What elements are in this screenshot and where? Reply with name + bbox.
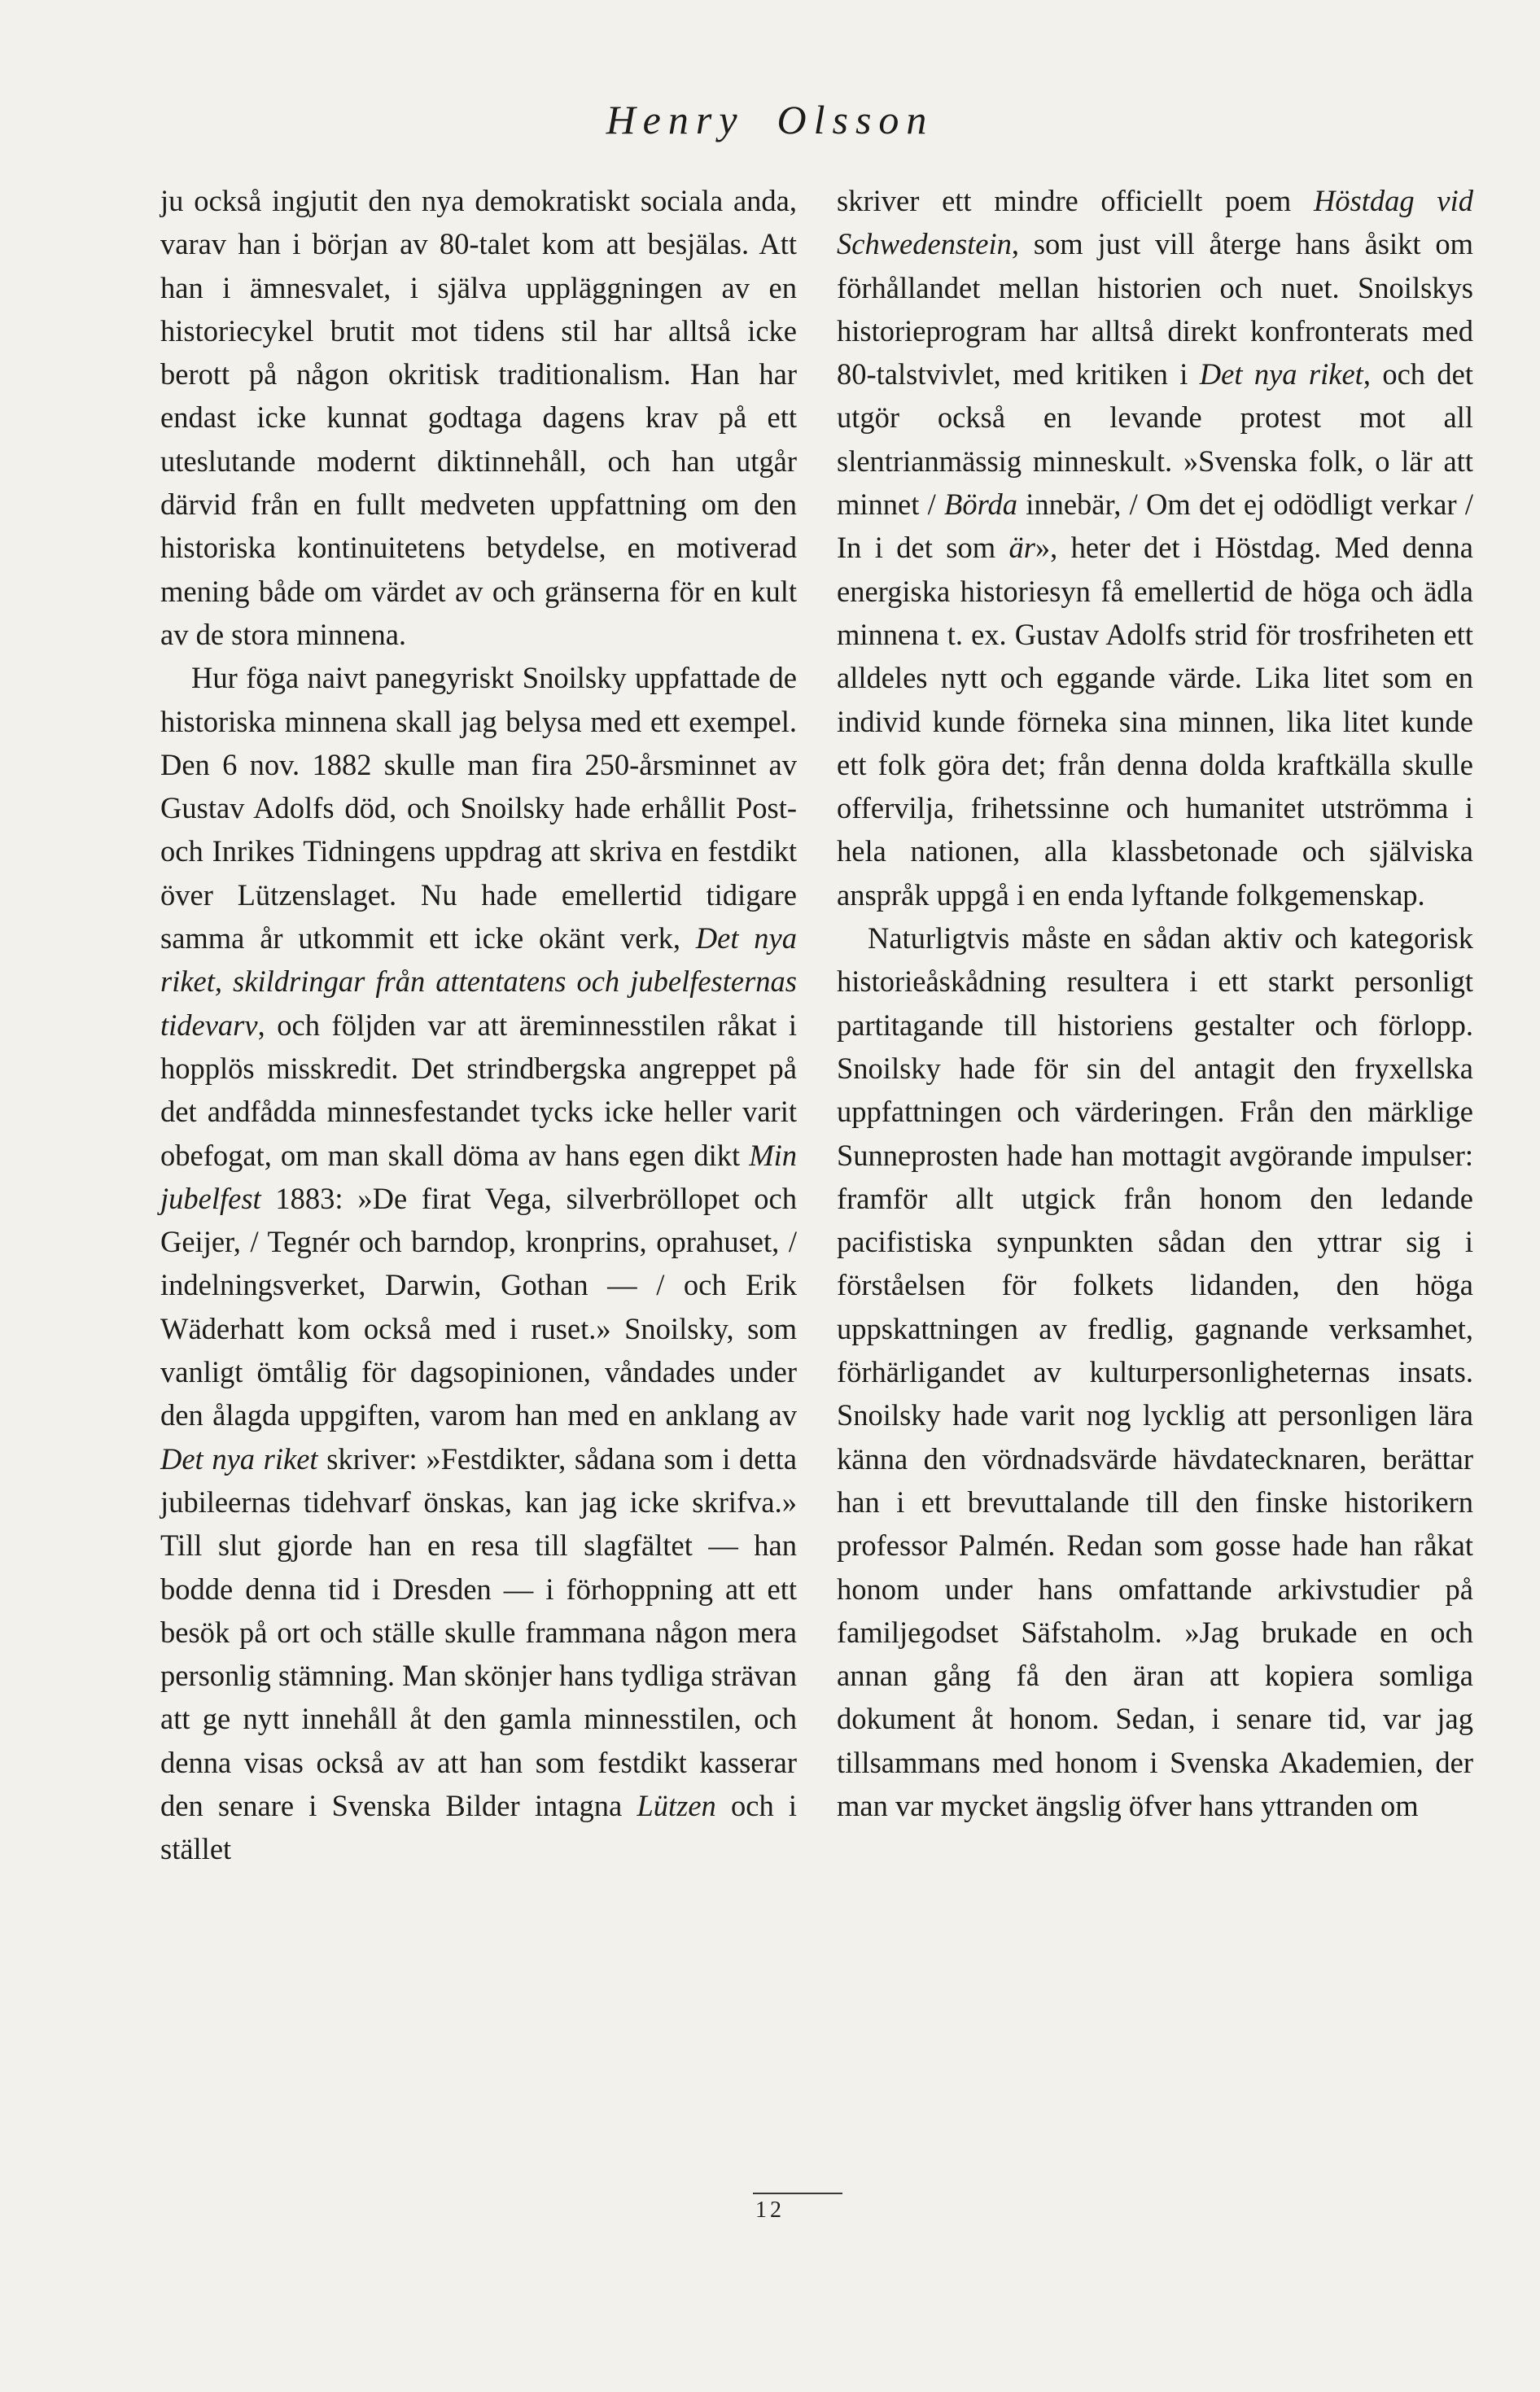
paragraph-1: ju också ingjutit den nya demokratiskt sociala anda, varav han i början av 80-talet kom att besjälas. Att han i ämnesvalet, i själva uppläggningen av en historiecykel brutit mot tidens stil har alltså icke berott på någon okritisk traditionalism. Han har endast icke kunnat godtaga dagens krav på ett uteslutande modernt diktinnehåll, och han utgår därvid från en fullt medveten uppfattning om den historiska kontinuitetens betydelse, en motiverad mening både om värdet av och gränserna för en kult av de stora minnena.	[160, 184, 797, 651]
text-run: skriver: »Festdikter, sådana som i detta jubileernas tidehvarf önskas, kan jag icke skrifva.» Till slut gjorde han en resa till slagfältet — han bodde denna tid i Dresden — i förhoppning att ett besök på ort och ställe skulle frammana någon mera personlig stämning. Man skönjer hans tydliga strävan att ge nytt innehåll åt den gamla minnesstilen, och denna visas också av att han som festdikt kasserar den senare i Svenska Bilder intagna	[160, 1441, 797, 1822]
paragraph-2	[160, 656, 797, 1870]
poem-title: Lützen	[637, 1788, 716, 1822]
poem-title: Höstdag vid Schwedenstein	[837, 184, 1473, 261]
book-title: Det nya riket	[160, 1441, 318, 1476]
emphasis: Börda	[944, 488, 1017, 522]
page-number: 12	[755, 2197, 785, 2223]
left-column	[160, 179, 797, 1871]
book-title: Det nya riket, skildringar från attentatens och jubelfesternas tidevarv	[160, 921, 798, 1042]
author-last-name: Olsson	[777, 97, 934, 142]
running-head	[0, 96, 1540, 143]
author-first-name: Henry	[606, 97, 745, 142]
poem-title: Min jubelfest	[160, 1138, 797, 1215]
text-run: Hur föga naivt panegyriskt Snoilsky uppfattade de historiska minnena skall jag belysa med ett exempel. Den 6 nov. 1882 skulle man fira 250-årsminnet av Gustav Adolfs död, och Snoilsky hade erhållit Post- och Inrikes Tidningens uppdrag att skriva en festdikt över Lützenslaget. Nu hade emellertid tidigare samma år utkommit ett icke okänt verk,	[160, 661, 797, 955]
page-number-rule	[753, 2193, 842, 2194]
text-run: , och det utgör också en levande protest mot all slentrianmässig minneskult. »Svenska folk, o lär att minnet /	[837, 357, 1473, 522]
text-run: 1883: »De firat Vega, silverbröllopet och Geijer, / Tegnér och barndop, kronprins, oprahuset, / indelningsverket, Darwin, Gothan — / och Erik Wäderhatt kom också med i ruset.» Snoilsky, som vanligt ömtålig för dagsopinionen, våndades under den ålagda uppgiften, varom han med en anklang av	[160, 1181, 797, 1432]
emphasis: är	[1008, 531, 1035, 565]
paragraph-3	[837, 179, 1473, 916]
text-run: och i stället	[160, 1788, 798, 1866]
text-run: , som just vill återge hans åsikt om förhållandet mellan historien och nuet. Snoilskys historieprogram har alltså direkt konfronterats med 80-talstvivlet, med kritiken i	[837, 227, 1473, 391]
text-run: », heter det i Höstdag. Med denna energiska historiesyn få emellertid de höga och ädla minnena t. ex. Gustav Adolfs strid för trosfriheten ett alldeles nytt och eggande värde. Lika litet som en individ kunde förneka sina minnen, lika litet kunde ett folk göra det; från denna dolda kraftkälla skulle offervilja, frihetssinne och humanitet utströmma i hela nationen, alla klassbetonade och själviska anspråk uppgå i en enda lyftande folkgemenskap.	[837, 531, 1474, 912]
text-run: innebär, / Om det ej odödligt verkar / In i det som	[837, 488, 1473, 565]
text-run: skriver ett mindre officiellt poem	[837, 184, 1314, 217]
right-column	[837, 179, 1473, 1827]
text-run: , och följden var att äreminnesstilen råkat i hopplös misskredit. Det strindbergska angreppet på det andfådda minnesfestandet tycks icke heller varit obefogat, om man skall döma av hans egen dikt	[160, 1008, 797, 1172]
paragraph-4: Naturligtvis måste en sådan aktiv och kategorisk historieåskådning resultera i ett starkt personligt partitagande till historiens gestalter och förlopp. Snoilsky hade för sin del antagit den fryxellska uppfattningen och värderingen. Från den märklige Sunneprosten hade han mottagit avgörande impulser: framför allt utgick från honom den ledande pacifistiska synpunkten sådan den yttrar sig i förståelsen för folkets lidanden, den höga uppskattningen av fredlig, gagnande verksamhet, förhärligandet av kulturpersonligheternas insats. Snoilsky hade varit nog lycklig att personligen lära känna den vördnadsvärde hävdatecknaren, berättar han i ett brevuttalande till den finske historikern professor Palmén. Redan som gosse hade han råkat honom under hans omfattande arkivstudier på familjegodset Säfstaholm. »Jag brukade en och annan gång få den äran att kopiera somliga dokument åt honom. Sedan, i senare tid, var jag tillsammans med honom i Svenska Akademien, der man var mycket ängslig öfver hans yttranden om	[837, 921, 1473, 1822]
book-title: Det nya riket	[1199, 357, 1363, 391]
